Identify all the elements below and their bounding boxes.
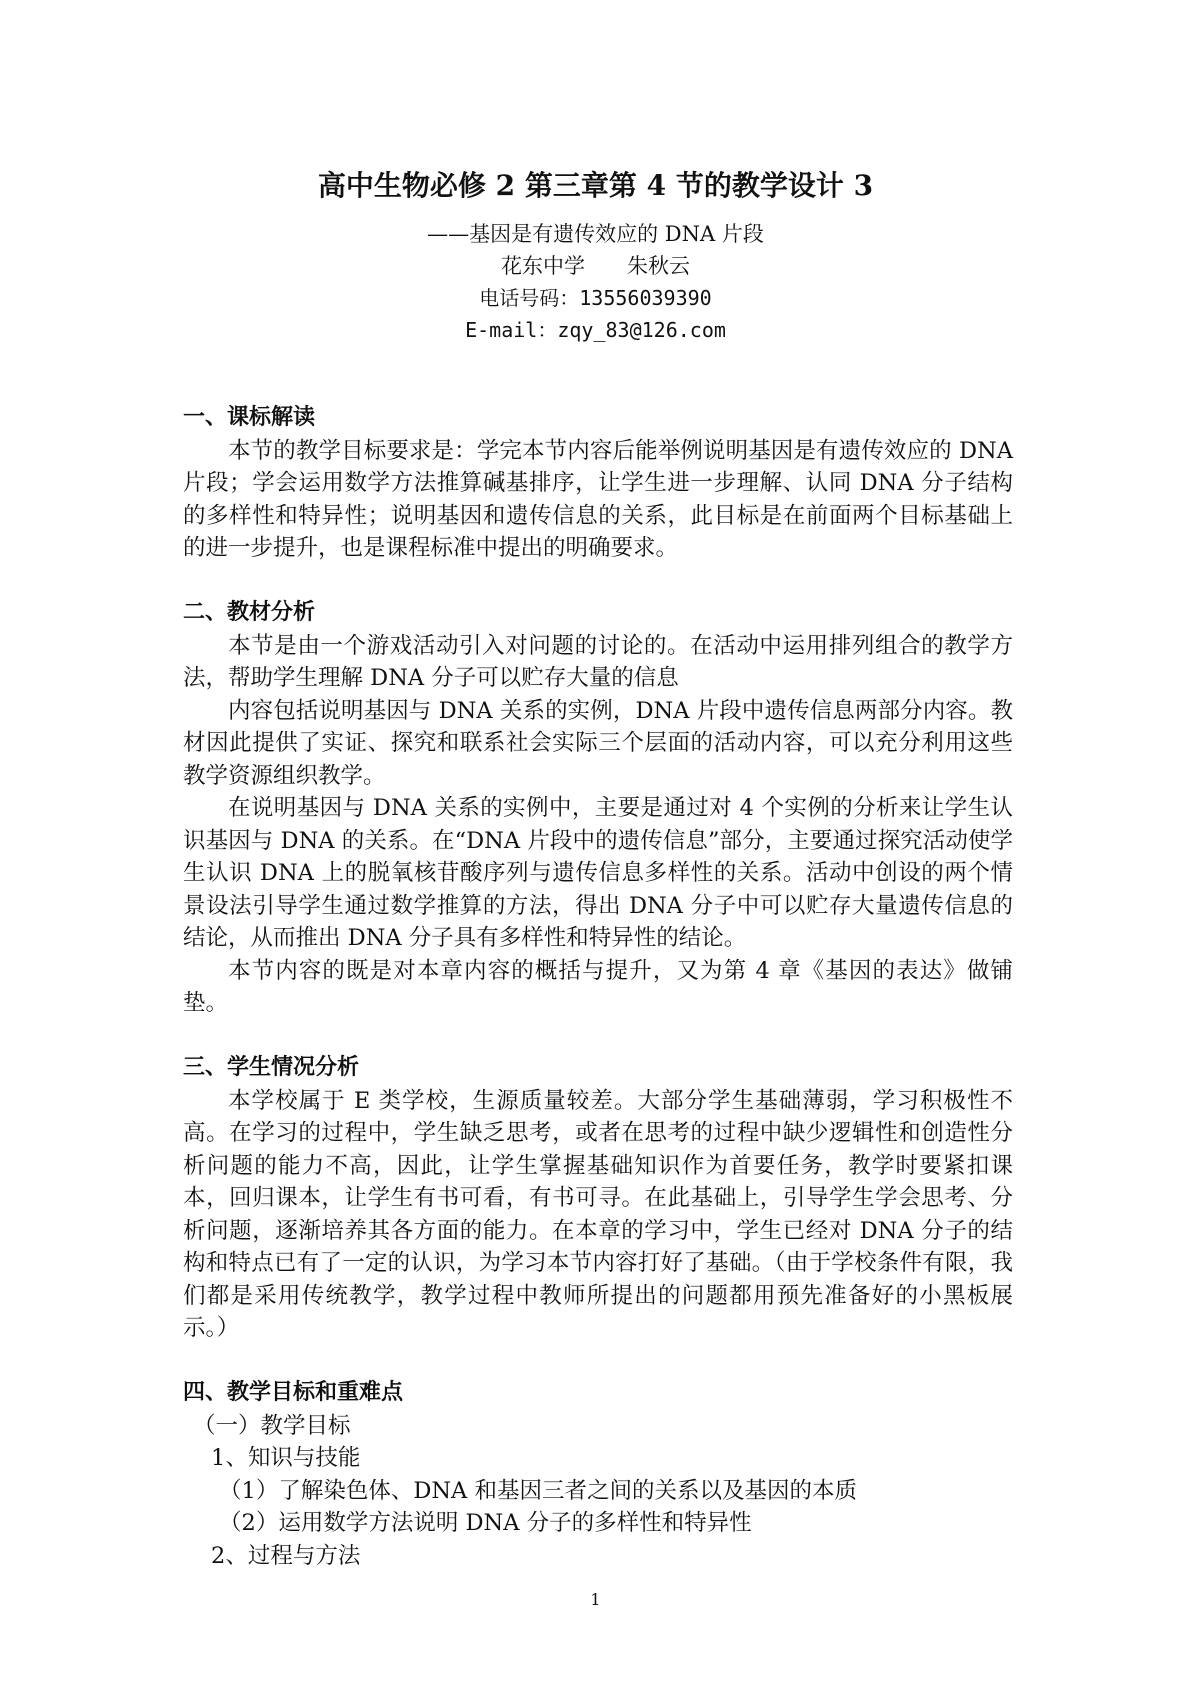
subtitle: ——基因是有遗传效应的 DNA 片段 bbox=[427, 222, 764, 246]
list-item: 2、过程与方法 bbox=[211, 1542, 361, 1569]
section-heading-3: 三、学生情况分析 bbox=[183, 1055, 360, 1080]
list-item: 1、知识与技能 bbox=[211, 1445, 361, 1471]
author-line: 花东中学 朱秋云 bbox=[501, 254, 690, 278]
document-title: 高中生物必修 2 第三章第 4 节的教学设计 3 bbox=[317, 169, 874, 202]
paragraph: 本学校属于 E 类学校，生源质量较差。大部分学生基础薄弱，学习积极性不高。在学习的过程中，学生缺乏思考，或者在思考的过程中缺少逻辑性和创造性分析问题的能力不高，因此，让学生掌握基础知识作为首要任务，教学时要紧扣课本，回归课本，让学生有书可看，有书可寻。在此基础上，引导学生学会思考、分析问题，逐渐培养其各方面的能力。在本章的学习中，学生已经对 DNA 分子的结构和特点已有了一定的认识，为学习本节内容打好了基础。（由于学校条件有限，我们都是采用传统教学，教学过程中教师所提出的问题都用预先准备好的小黑板展示。） bbox=[183, 1087, 1013, 1341]
subsection-heading: （一）教学目标 bbox=[193, 1412, 351, 1439]
paragraph: 本节的教学目标要求是：学完本节内容后能举例说明基因是有遗传效应的 DNA 片段；学会运用数学方法推算碱基排序，让学生进一步理解、认同 DNA 分子结构的多样性和特异性；说明基因和遗传信息的关系，此目标是在前面两个目标基础上的进一步提升，也是课程标准中提出的明确要求。 bbox=[183, 437, 1013, 561]
email-line: E-mail：zqy_83@126.com bbox=[465, 318, 726, 342]
section-heading-1: 一、课标解读 bbox=[183, 405, 316, 430]
phone-line: 电话号码：13556039390 bbox=[479, 286, 712, 310]
subtitle-block bbox=[0, 218, 1191, 346]
list-item: （2）运用数学方法说明 DNA 分子的多样性和特异性 bbox=[219, 1510, 752, 1536]
paragraph: 内容包括说明基因与 DNA 关系的实例，DNA 片段中遗传信息两部分内容。教材因此提供了实证、探究和联系社会实际三个层面的活动内容，可以充分利用这些教学资源组织教学。 bbox=[183, 697, 1013, 789]
section-heading-4: 四、教学目标和重难点 bbox=[183, 1380, 404, 1405]
document-body bbox=[183, 402, 1013, 1572]
list-item: （1）了解染色体、DNA 和基因三者之间的关系以及基因的本质 bbox=[219, 1477, 857, 1504]
paragraph: 本节是由一个游戏活动引入对问题的讨论的。在活动中运用排列组合的教学方法，帮助学生理解 DNA 分子可以贮存大量的信息 bbox=[183, 632, 1013, 691]
paragraph: 本节内容的既是对本章内容的概括与提升，又为第 4 章《基因的表达》做铺垫。 bbox=[183, 957, 1013, 1016]
paragraph: 在说明基因与 DNA 关系的实例中，主要是通过对 4 个实例的分析来让学生认识基因与 DNA 的关系。在“DNA 片段中的遗传信息”部分，主要通过探究活动使学生认识 DNA 上的脱氧核苷酸序列与遗传信息多样性的关系。活动中创设的两个情景设法引导学生通过数学推算的方法，得出 DNA 分子中可以贮存大量遗传信息的结论，从而推出 DNA 分子具有多样性和特异性的结论。 bbox=[183, 795, 1013, 951]
page-number: 1 bbox=[590, 1590, 601, 1609]
section-heading-2: 二、教材分析 bbox=[183, 600, 316, 625]
